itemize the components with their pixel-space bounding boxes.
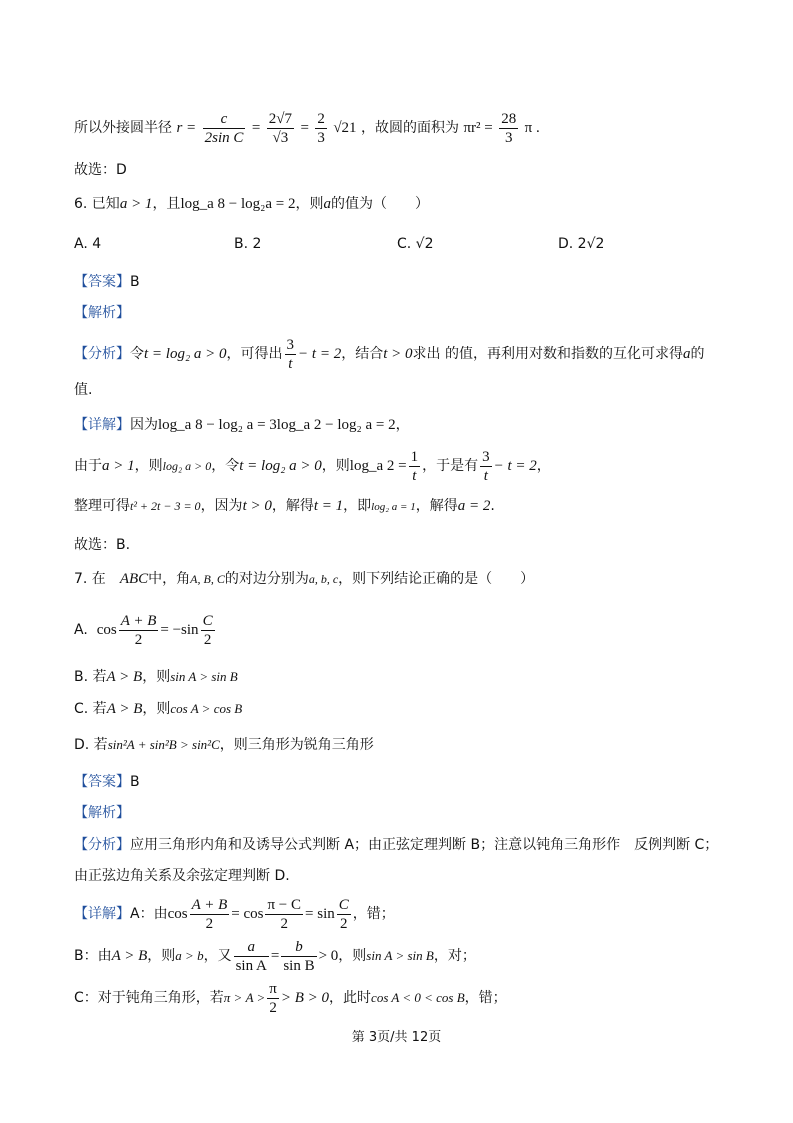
text: 所以外接圆半径 — [74, 120, 172, 136]
q6-xiangjie-3: 整理可得t² + 2t − 3 = 0，因为t > 0，解得t = 1，即log₂ a = 1，解得a = 2. — [74, 498, 495, 514]
q6-fenxi: 【分析】令t = log₂ a > 0，可得出 $\frac{3}{t}$ − t = 2，结合t > 0求出 的值，再利用对数和指数的互化可求得a的 — [74, 336, 705, 372]
q6-option-c: C. √2 — [397, 236, 434, 252]
q7-option-b: B. 若A > B，则sin A > sin B — [74, 669, 238, 685]
q7-option-c: C. 若A > B，则cos A > cos B — [74, 701, 243, 717]
math: √21 — [333, 120, 357, 136]
text: ，故圆的面积为 — [361, 120, 460, 136]
q6-xiangjie-2: 由于a > 1，则log₂ a > 0，令t = log₂ a > 0，则log_a 2 = $\frac{1}{t}$ ，于是有 $\frac{3}{t}$ − t = 2， — [74, 448, 551, 484]
q6-option-a: A. 4 — [74, 236, 102, 252]
q6-analysis-heading: 【解析】 — [74, 305, 130, 321]
question-7-stem: 7. 在 ABC中，角A, B, C的对边分别为a, b, c，则下列结论正确的是（ ） — [74, 571, 535, 587]
fraction: $\frac{2}{3}$ — [317, 110, 325, 146]
q6-option-b: B. 2 — [234, 236, 262, 252]
fraction: $\frac{c}{\text{2sin C}}$ — [204, 110, 244, 146]
q7-option-d: D. 若sin²A + sin²B > sin²C，则三角形为锐角三角形 — [74, 737, 374, 753]
q7-fenxi-cont: 由正弦边角关系及余弦定理判断 D. — [74, 868, 290, 884]
q7-answer: 【答案】B — [74, 774, 140, 790]
fraction: $\frac{2√7}{√3}$ — [268, 110, 292, 146]
q7-analysis-heading: 【解析】 — [74, 805, 130, 821]
q6-answer: 【答案】B — [74, 274, 140, 290]
q7-xiangjie-c: C：对于钝角三角形，若π > A > $\frac{\pi}{2}$ > B > 0，此时cos A < 0 < cos B，错； — [74, 980, 507, 1016]
question-6-stem: 6. 已知a > 1，且log_a 8 − log₂a = 2，则a的值为（ ） — [74, 196, 429, 212]
q6-select: 故选：B. — [74, 537, 131, 553]
q7-option-a: A. cos $\frac{A + B}{2}$ = −sin $\frac{C}{2}$ — [74, 612, 213, 648]
q7-xiangjie-b: B：由A > B，则a > b，又 $\frac{a}{\text{sin A}}$ = $\frac{b}{\text{sin B}}$ > 0，则sin A > sin B，对； — [74, 938, 476, 974]
select-d: 故选：D — [74, 162, 127, 178]
radius-line: 所以外接圆半径 r = $\frac{c}{\text{2sin C}}$ = $\frac{2√7}{√3}$ = $\frac{2}{3}$ √21 ，故圆的面积为 πr² = $\frac{28}{3}$ π . — [74, 110, 540, 146]
math: πr² = — [463, 120, 493, 136]
q6-option-d: D. 2√2 — [558, 236, 605, 252]
math: π . — [524, 120, 540, 136]
q6-xiangjie-1: 【详解】因为log_a 8 − log₂ a = 3log_a 2 − log₂ a = 2， — [74, 417, 410, 433]
q7-xiangjie-a: 【详解】A：由cos $\frac{A + B}{2}$ = cos $\frac{\pi - C}{2}$ = sin $\frac{C}{2}$ ，错； — [74, 896, 395, 932]
fraction: $\frac{28}{3}$ — [501, 110, 517, 146]
q7-fenxi: 【分析】应用三角形内角和及诱导公式判断 A；由正弦定理判断 B；注意以钝角三角形作 反例判断 C； — [74, 837, 719, 853]
page-footer: 第 3页/共 12页 — [351, 1030, 442, 1045]
math: r = — [176, 120, 197, 136]
q6-fenxi-cont: 值. — [74, 382, 93, 398]
